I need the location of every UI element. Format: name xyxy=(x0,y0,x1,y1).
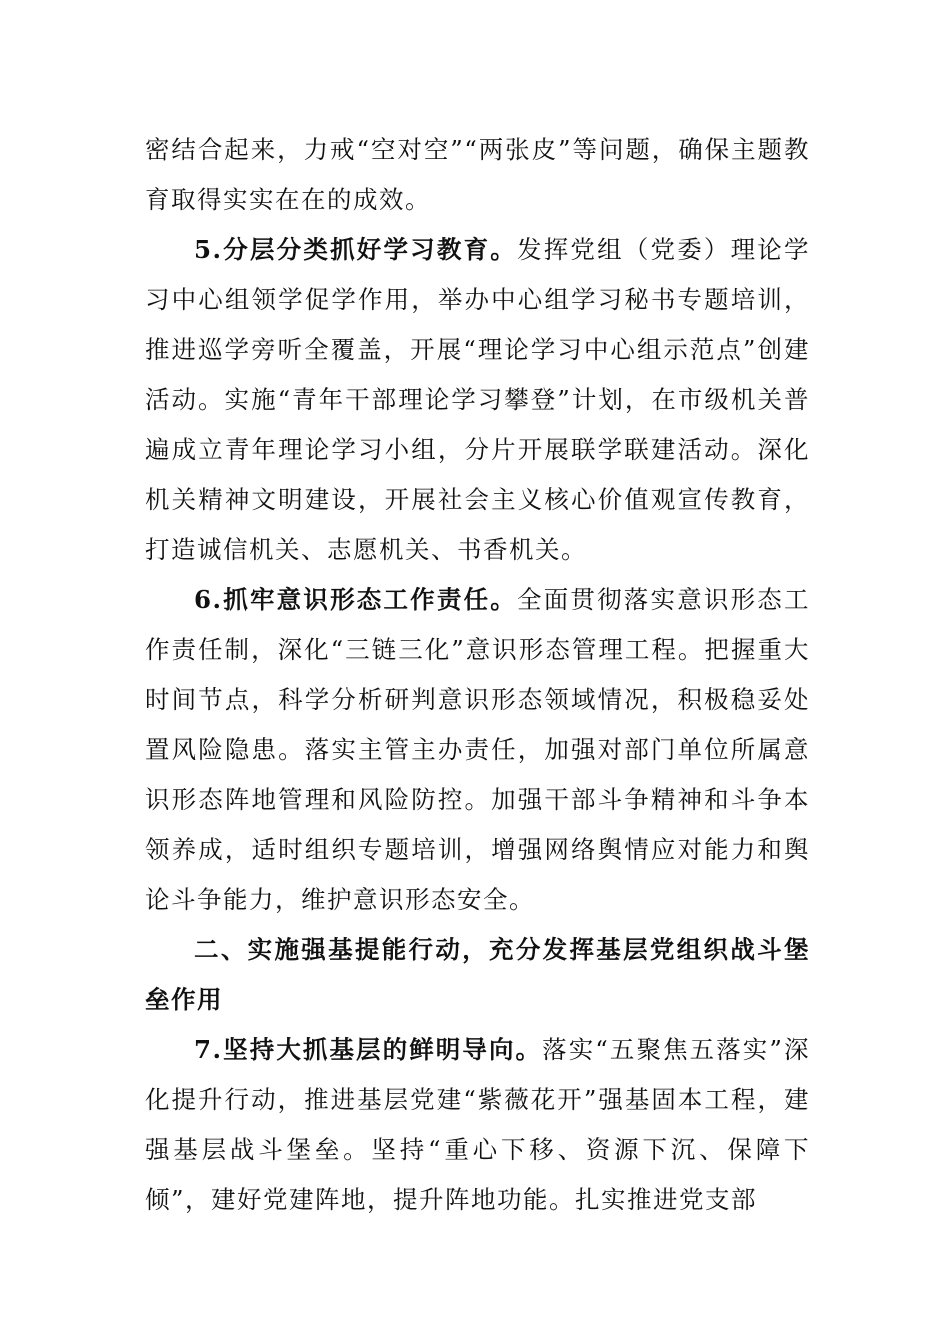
item-6-paragraph xyxy=(145,575,810,925)
item-7-body: 落实“五聚焦五落实”深化提升行动，推进基层党建“紫薇花开”强基固本工程，建强基层战斗堡垒。坚持“重心下移、资源下沉、保障下倾”，建好党建阵地，提升阵地功能。扎实推进党支部 xyxy=(145,1035,810,1214)
item-5-lead: 5.分层分类抓好学习教育。 xyxy=(194,235,517,264)
continuation-text: 密结合起来，力戒“空对空”“两张皮”等问题，确保主题教育取得实实在在的成效。 xyxy=(145,135,810,214)
section-2-heading xyxy=(145,925,810,1025)
item-6-body: 全面贯彻落实意识形态工作责任制，深化“三链三化”意识形态管理工程。把握重大时间节点，科学分析研判意识形态领域情况，积极稳妥处置风险隐患。落实主管主办责任，加强对部门单位所属意识形态阵地管理和风险防控。加强干部斗争精神和斗争本领养成，适时组织专题培训，增强网络舆情应对能力和舆论斗争能力，维护意识形态安全。 xyxy=(145,585,811,914)
document-page xyxy=(145,125,810,1225)
section-2-heading-text: 二、实施强基提能行动，充分发挥基层党组织战斗堡垒作用 xyxy=(145,935,810,1014)
item-5-paragraph xyxy=(145,225,810,575)
item-5-body: 发挥党组（党委）理论学习中心组领学促学作用，举办中心组学习秘书专题培训，推进巡学旁听全覆盖，开展“理论学习中心组示范点”创建活动。实施“青年干部理论学习攀登”计划，在市级机关普遍成立青年理论学习小组，分片开展联学联建活动。深化机关精神文明建设，开展社会主义核心价值观宣传教育，打造诚信机关、志愿机关、书香机关。 xyxy=(145,235,811,564)
item-7-paragraph xyxy=(145,1025,810,1225)
continuation-paragraph xyxy=(145,125,810,225)
item-6-lead: 6.抓牢意识形态工作责任。 xyxy=(194,585,517,614)
item-7-lead: 7.坚持大抓基层的鲜明导向。 xyxy=(194,1035,543,1064)
